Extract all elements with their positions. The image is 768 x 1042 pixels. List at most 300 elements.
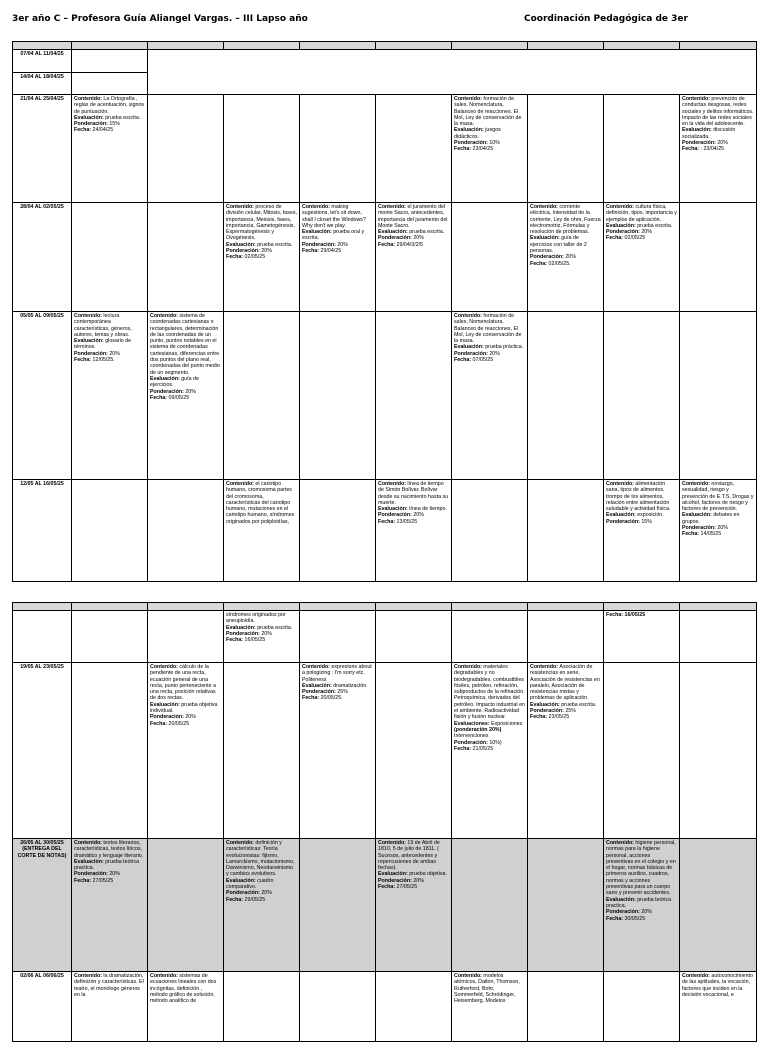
field-value: higiene personal, normas para la higiene personal, acciones preventivas en el colegio y en el hogar, normas básicas de primeros auxilios, cuadros, normas y acciones preventivas para un cuerpo sano y prevenir accidentes.: [606, 840, 676, 897]
field-value: formación de sales, Nomenclatura, Balanceo de reacciones, El Mol, Ley de conservación de la masa.: [454, 313, 522, 345]
cell-line: [606, 235, 677, 241]
field-label: Evaluación:: [606, 512, 638, 519]
field-label: Fecha:: [74, 127, 93, 134]
header-cell: [528, 603, 604, 611]
cell-line: [226, 637, 297, 643]
field-value: 20%: [641, 229, 652, 236]
field-value: 29/04/3/2/5: [396, 241, 424, 248]
cell-line: [454, 313, 525, 344]
schedule-cell: [452, 663, 528, 839]
field-label: Evaluación:: [378, 871, 410, 878]
field-value: modelos atómicos, Dalton, Thomson, Rutherford, Bohr, Sommerfeld, Schrödinger, Heisemberg, Modelos: [454, 973, 520, 1005]
header-cell: [300, 603, 376, 611]
cell-line: [530, 664, 601, 702]
header-row: [13, 603, 757, 611]
field-label: Ponderación:: [302, 689, 338, 696]
field-label: Contenido:: [530, 204, 560, 210]
field-value: Intervenciones: [454, 733, 489, 740]
cell-line: [606, 481, 677, 512]
cell-line: [682, 481, 754, 512]
field-value: prueba teórica practica.: [74, 858, 140, 872]
field-label: Ponderación:: [302, 241, 338, 248]
cell-line: [74, 357, 145, 363]
schedule-cell: [680, 312, 757, 480]
field-value: prueba escrita.: [105, 114, 141, 121]
schedule-cell: [224, 839, 300, 972]
field-label: Contenido:: [74, 973, 104, 979]
schedule-cell: [224, 663, 300, 839]
header-row: [13, 42, 757, 50]
week-date: 02/06 AL 06/06/25: [13, 972, 72, 1042]
field-value: guía de ejercicios.: [150, 375, 199, 389]
cell-line: [606, 204, 677, 223]
field-value: 10%: [489, 140, 500, 147]
field-value: cálculo de la pendiente de una recta, ecuación general de una recta, punto perteneciente a una recta, posición relativas de dos rectas.: [150, 664, 216, 702]
field-value: 13/05/25: [396, 518, 418, 525]
field-value: (ponderación 20%): [454, 726, 502, 733]
field-value: cuadro comparativo.: [226, 877, 274, 891]
schedule-cell: [224, 611, 300, 663]
cell-line: [530, 204, 601, 235]
field-label: Ponderación:: [606, 909, 642, 916]
cell-line: [74, 313, 145, 338]
schedule-cell: [148, 972, 224, 1042]
field-label: Contenido:: [606, 840, 636, 846]
field-label: Ponderación:: [606, 518, 642, 525]
field-label: Evaluación:: [606, 222, 638, 229]
field-value: textos literarios, características, textos líricos, dramático y lenguaje literario.: [74, 840, 144, 859]
field-label: Evaluación:: [74, 858, 106, 865]
field-label: Evaluación:: [74, 114, 106, 121]
cell-line: [150, 313, 221, 376]
field-value: prevención de conductas riesgosas, redes sociales y delitos informáticos. Impacto de las redes sociales en la vida del adolescente.: [682, 96, 754, 128]
cell-line: [606, 897, 677, 910]
schedule-cell: [680, 203, 757, 312]
field-value: la dramatización, definición y características. El teatro, el monólogo géneros en la: [74, 973, 144, 998]
field-label: Evaluación:: [530, 701, 562, 708]
schedule-cell: [224, 312, 300, 480]
field-value: 20%: [261, 630, 272, 637]
schedule-cell: [224, 480, 300, 582]
schedule-cell: [224, 203, 300, 312]
schedule-cell: [604, 611, 680, 663]
field-value: 25%: [337, 689, 348, 696]
field-label: Evaluación:: [226, 241, 258, 248]
merged-cell: [148, 50, 757, 95]
cell-line: [378, 242, 449, 248]
field-value: 15%: [109, 121, 120, 128]
schedule-cell: [376, 95, 452, 203]
field-label: Contenido:: [378, 204, 408, 210]
field-label: Contenido:: [74, 313, 104, 319]
field-value: corriente eléctrica, intensidad de la corriente, Ley de ohm, Fuerza electromotriz, Fórmulas y resolución de problemas.: [530, 204, 601, 236]
schedule-cell: [148, 839, 224, 972]
cell-line: [74, 878, 145, 884]
field-value: 21/05/25: [472, 745, 494, 752]
schedule-cell: [452, 312, 528, 480]
field-value: 20%: [109, 871, 120, 878]
header-cell: [300, 42, 376, 50]
field-label: Contenido:: [682, 973, 712, 979]
field-value: 10%): [489, 739, 502, 746]
schedule-cell: [604, 95, 680, 203]
field-label: Contenido:: [606, 204, 636, 210]
schedule-cell: [528, 312, 604, 480]
field-value: 30/05/25: [624, 915, 646, 922]
field-value: lectura contemporánea características, géneros, autores, temas y obras.: [74, 313, 132, 338]
schedule-cell: [376, 312, 452, 480]
field-label: Contenido:: [150, 664, 180, 670]
header-cell: [376, 603, 452, 611]
field-label: Ponderación:: [378, 235, 414, 242]
cell-line: [302, 695, 373, 701]
cell-line: [226, 204, 297, 242]
field-value: making sugestions, let's sit down, shall I closet the Windows? Why don't we play.: [302, 204, 366, 229]
schedule-cell: [72, 95, 148, 203]
cell-line: [530, 261, 601, 267]
field-value: 20%: [185, 388, 196, 395]
field-value: 16/05/25: [244, 637, 266, 644]
field-label: Ponderación:: [530, 708, 566, 715]
week-row: [13, 95, 757, 203]
schedule-cell: [452, 95, 528, 203]
schedule-cell: [680, 480, 757, 582]
schedule-cell: [528, 611, 604, 663]
field-label: Fecha:: [226, 637, 245, 644]
field-value: 29/04/25: [320, 248, 342, 255]
schedule-cell: [452, 480, 528, 582]
field-label: Ponderación:: [74, 871, 110, 878]
cell-line: [682, 512, 754, 525]
cell-line: [606, 840, 677, 897]
cell-line: [150, 702, 221, 715]
field-value: : 23/04/25: [700, 146, 725, 153]
schedule-cell: [376, 839, 452, 972]
schedule-cell: [72, 663, 148, 839]
field-value: glosario de términos.: [74, 338, 132, 351]
field-label: Fecha:: [454, 357, 473, 364]
header-cell: [680, 603, 757, 611]
field-label: Evaluación:: [302, 229, 334, 236]
field-label: Ponderación:: [74, 121, 110, 128]
cell-line: [74, 859, 145, 872]
field-label: Contenido:: [150, 973, 180, 979]
field-label: Ponderación:: [530, 254, 566, 261]
field-value: Fecha: 16/05/25: [606, 612, 646, 618]
schedule-cell: [72, 203, 148, 312]
week-date: 14/04 AL 18/04/25: [13, 73, 72, 95]
schedule-cell: [604, 972, 680, 1042]
field-value: 20/05/25.: [320, 695, 343, 702]
field-value: 20%: [261, 890, 272, 897]
schedule-cell: [680, 972, 757, 1042]
schedule-cell: [148, 95, 224, 203]
field-label: Contenido:: [150, 313, 180, 319]
field-label: Ponderación:: [454, 140, 490, 147]
field-value: noviazgo, sexualidad, riesgo y prevención de E.T.S, Drogas y alcohol, factores de riesgo y factores de prevención.: [682, 481, 754, 513]
field-value: 23/05/25: [548, 714, 570, 721]
schedule-cell: [72, 611, 148, 663]
schedule-cell: [300, 312, 376, 480]
cell-line: [302, 229, 373, 242]
field-value: 15%: [641, 518, 652, 525]
field-label: Fecha:: [74, 357, 93, 364]
schedule-cell: [148, 611, 224, 663]
field-label: Evaluación:: [454, 127, 486, 134]
field-label: Ponderación:: [150, 388, 186, 395]
cell-line: [606, 519, 677, 525]
field-value: prueba escrita.: [637, 222, 673, 229]
field-label: Fecha:: [150, 394, 169, 401]
field-label: Ponderación:: [682, 525, 718, 532]
schedule-cell: [376, 663, 452, 839]
field-label: Fecha:: [378, 518, 397, 525]
cell-line: [454, 127, 525, 140]
week-date: 28/04 AL 02/05/25: [13, 203, 72, 312]
header-cell: [452, 42, 528, 50]
field-value: sistema de coordenadas cartesianas o rectangulares, determinación de las coordenadas de un punto, puntos notables en el sistema de coordenadas cartesianas, diferencias entre dos puntos del plano real, coordenadas del punto medio de un segmento.: [150, 313, 220, 376]
cell-line: [682, 146, 754, 152]
schedule-cell: [680, 839, 757, 972]
cell-line: [226, 481, 297, 525]
field-value: 20%: [413, 512, 424, 519]
header-cell: [72, 42, 148, 50]
schedule-cell: [376, 611, 452, 663]
week-row: [13, 50, 757, 73]
schedule-cell: [604, 203, 680, 312]
cell-line: [606, 612, 677, 618]
cell-line: [378, 884, 449, 890]
field-label: Evaluación:: [682, 512, 714, 519]
field-label: Contenido:: [74, 840, 104, 846]
cell-line: [378, 481, 449, 506]
field-value: 02/05/25: [244, 254, 266, 261]
field-value: 20%: [565, 254, 576, 261]
schedule-table-page-1: [12, 41, 757, 582]
field-value: 20%: [261, 248, 272, 255]
field-value: prueba teórica practica.: [606, 896, 672, 909]
schedule-cell: [224, 972, 300, 1042]
field-value: 14/05/25: [700, 531, 722, 538]
cell-line: [226, 254, 297, 260]
schedule-cell: [300, 663, 376, 839]
field-value: 20%: [413, 877, 424, 884]
schedule-cell: [604, 480, 680, 582]
field-value: 20%: [641, 909, 652, 916]
field-label: Ponderación:: [226, 630, 262, 637]
week-date: 07/04 AL 11/04/25: [13, 50, 72, 73]
schedule-cell: [72, 972, 148, 1042]
field-label: Contenido:: [454, 973, 484, 979]
field-label: Fecha:: [530, 714, 549, 721]
field-value: La Ortografía , reglas de acentuación, signos de puntuación.: [74, 96, 145, 115]
field-value: 02/05/25.: [548, 260, 571, 267]
field-value: proceso de división celular, Mitosis, fases, importancia, Meiosis, fases, importancia, Gametogénesis, Espermatogénesis y Ovogénesis.: [226, 204, 297, 242]
schedule-cell: [680, 663, 757, 839]
field-label: Evaluación:: [302, 682, 334, 689]
field-value: 19 de Abril de 1810, 5 de julio de 1811. ( Sucesos, antecedentes y repercusiones de ambas fechas).: [378, 840, 440, 872]
field-value: 27/05/25: [92, 877, 114, 884]
cell-line: [74, 127, 145, 133]
field-value: prueba escrita.: [409, 229, 445, 236]
field-label: Fecha:: [682, 531, 701, 538]
field-label: Ponderación:: [606, 229, 642, 236]
header-cell: [148, 603, 224, 611]
schedule-cell: [300, 95, 376, 203]
field-label: Contenido:: [74, 96, 104, 102]
field-value: 20%: [489, 350, 500, 357]
field-label: Fecha:: [302, 248, 321, 255]
week-row: [13, 663, 757, 839]
cell-line: [150, 376, 221, 389]
field-label: Contenido:: [302, 664, 332, 670]
field-label: Fecha:: [454, 745, 473, 752]
cell-line: [530, 235, 601, 254]
field-label: Contenido:: [682, 481, 712, 487]
field-label: Evaluación:: [150, 375, 182, 382]
field-label: Contenido:: [454, 664, 484, 670]
schedule-cell: [300, 972, 376, 1042]
field-label: Contenido:: [606, 481, 636, 487]
schedule-cell: [148, 312, 224, 480]
field-value: expresions about a pologizing : I'm sorry etc. Politeness: [302, 664, 372, 683]
field-value: prueba oral y escrita.: [302, 229, 365, 242]
schedule-cell: [72, 839, 148, 972]
field-value: 29/05/25: [244, 896, 266, 903]
schedule-cell: [300, 611, 376, 663]
cell-line: [74, 96, 145, 115]
field-label: Contenido:: [302, 204, 332, 210]
schedule-cell: [72, 480, 148, 582]
schedule-cell: [13, 611, 72, 663]
schedule-cell: [452, 839, 528, 972]
field-label: Fecha:: [378, 241, 397, 248]
field-value: 20%: [185, 714, 196, 721]
field-label: Contenido:: [454, 96, 484, 102]
cell-line: [606, 916, 677, 922]
week-date: 19/05 AL 23/05/25: [13, 663, 72, 839]
week-date: 05/05 AL 09/05/25: [13, 312, 72, 480]
header-cell: [528, 42, 604, 50]
field-label: Evaluación:: [378, 229, 410, 236]
schedule-cell: [72, 73, 148, 95]
field-label: Fecha:: [454, 146, 473, 153]
field-value: 20%: [717, 525, 728, 532]
field-value: 20/05/25: [168, 720, 190, 727]
field-value: sistemas de ecuaciones lineales con dos incógnitas, definición , método gráfico de solución, método analítico de: [150, 973, 217, 1005]
field-label: Evaluación:: [530, 235, 562, 242]
field-value: debates en grupos.: [682, 512, 740, 525]
field-value: Exposiciones: [491, 720, 523, 727]
schedule-cell: [376, 203, 452, 312]
cell-line: [454, 357, 525, 363]
schedule-cell: [604, 839, 680, 972]
field-label: Contenido:: [454, 313, 484, 319]
field-label: Evaluación:: [74, 338, 106, 345]
cell-line: [682, 127, 754, 140]
field-label: Fecha:: [74, 877, 93, 884]
field-label: Evaluación:: [454, 344, 486, 351]
field-label: Contenido:: [226, 481, 256, 487]
cell-line: [226, 897, 297, 903]
field-value: discusión socializada.: [682, 127, 736, 140]
field-label: Ponderación:: [74, 350, 110, 357]
field-label: Evaluación:: [226, 624, 258, 631]
field-value: prueba objetiva.: [409, 871, 447, 878]
schedule-cell: [528, 480, 604, 582]
field-label: Ponderación:: [454, 739, 490, 746]
cell-line: [454, 664, 525, 721]
field-label: Contenido:: [378, 481, 408, 487]
field-value: el juramento del monte Sacro, antecedentes, importancia del juramento del Monte Sacro.: [378, 204, 448, 229]
cell-line: [454, 146, 525, 152]
header-cell: [13, 603, 72, 611]
schedule-cell: [376, 972, 452, 1042]
continuation-row: [13, 611, 757, 663]
field-value: línea de tiempo de Simón Bolívar. Bolívar desde su nacimiento hasta su muerte.: [378, 481, 449, 506]
cell-line: [454, 746, 525, 752]
cell-line: [378, 519, 449, 525]
header-cell: [376, 42, 452, 50]
cell-line: [226, 612, 297, 625]
field-value: 25%: [565, 708, 576, 715]
field-value: 27/05/25: [396, 884, 418, 891]
cell-line: [682, 531, 754, 537]
document-subtitle: Coordinación Pedagógica de 3er: [524, 14, 688, 24]
schedule-cell: [376, 480, 452, 582]
week-date: 21/04 AL 25/04/25: [13, 95, 72, 203]
cell-line: [530, 714, 601, 720]
schedule-cell: [680, 95, 757, 203]
field-value: el cariotipo humano, cromosoma partes del cromosoma, características del cariotipo humano, mutaciones en el cariotipo humano, síndromes originados por poliploidías,: [226, 481, 295, 525]
field-label: Evaluación:: [606, 896, 638, 903]
field-value: 20%: [337, 241, 348, 248]
document-title: 3er año C – Profesora Guía Aliangel Vargas. – III Lapso año: [12, 14, 308, 24]
cell-line: [378, 204, 449, 229]
field-label: Ponderación:: [226, 248, 262, 255]
field-label: Fecha:: [682, 146, 701, 153]
field-label: Fecha:: [150, 720, 169, 727]
field-label: Evaluación:: [378, 506, 410, 513]
field-value: 20%: [413, 235, 424, 242]
field-value: prueba objetiva individual.: [150, 701, 218, 715]
schedule-cell: [72, 50, 148, 73]
cell-line: [378, 840, 449, 871]
field-label: Ponderación:: [378, 877, 414, 884]
field-label: Ponderación:: [150, 714, 186, 721]
cell-line: [302, 248, 373, 254]
field-label: Contenido:: [226, 204, 256, 210]
header-cell: [604, 42, 680, 50]
schedule-cell: [148, 203, 224, 312]
field-value: cultura física, definición, tipos, importancia y ejemplos de aplicación.: [606, 204, 677, 223]
schedule-cell: [72, 312, 148, 480]
cell-line: [74, 973, 145, 998]
schedule-cell: [528, 839, 604, 972]
field-label: Ponderación:: [454, 350, 490, 357]
field-label: Evaluaciones:: [454, 720, 492, 727]
field-value: síndromes originados por aneuploidía.: [226, 612, 286, 625]
cell-line: [150, 664, 221, 702]
week-row: [13, 839, 757, 972]
schedule-cell: [452, 972, 528, 1042]
cell-line: [226, 840, 297, 878]
field-value: formación de sales. Nomenclatura, Balanceo de reacciones. El Mol, Ley de conservación de la masa.: [454, 96, 522, 128]
field-label: Evaluación:: [682, 127, 714, 134]
cell-line: [302, 664, 373, 683]
header-cell: [224, 603, 300, 611]
field-value: 20%: [717, 140, 728, 147]
